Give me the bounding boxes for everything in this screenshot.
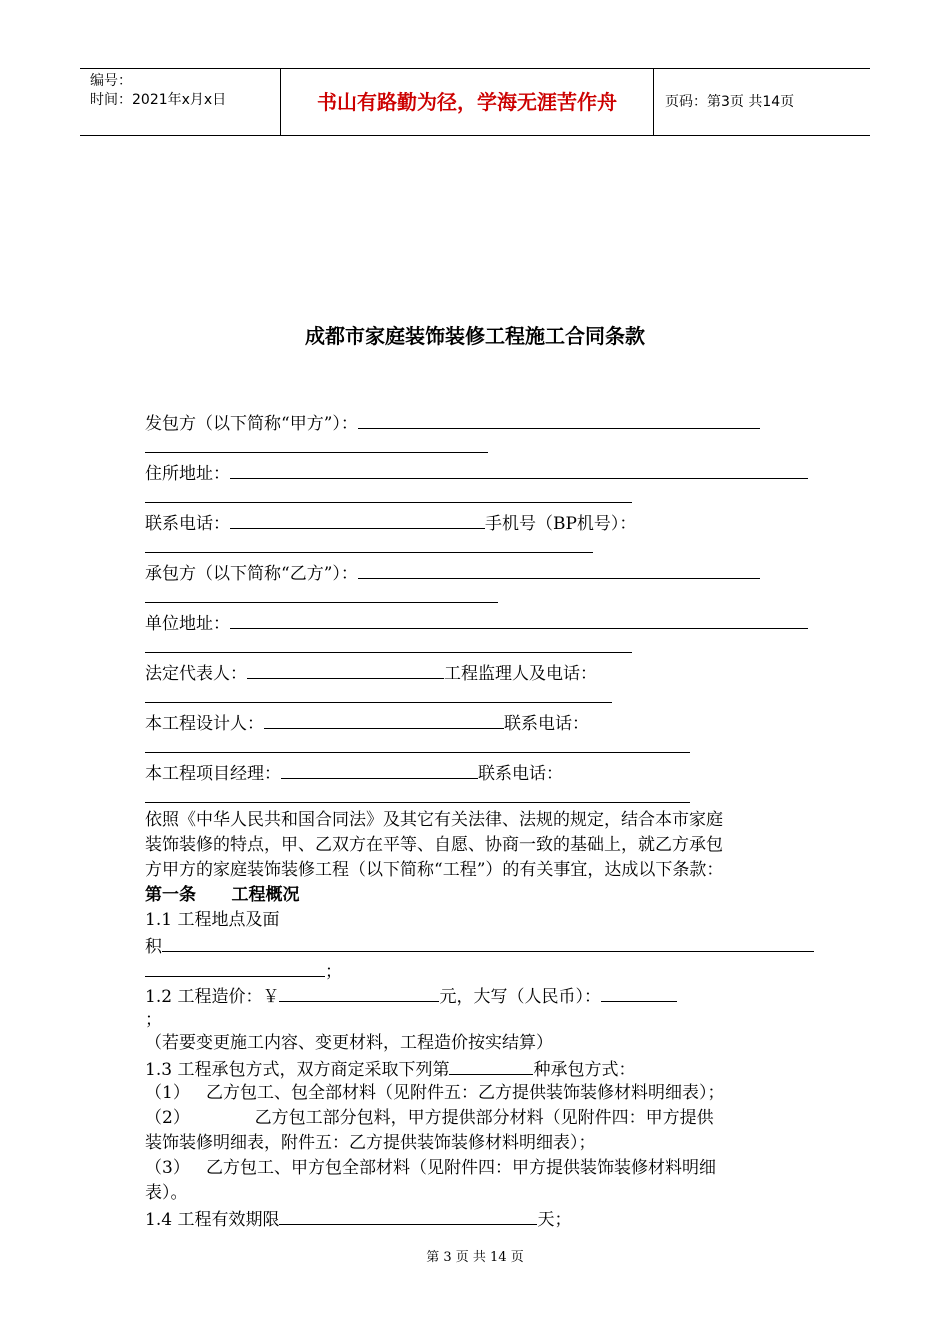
price-words-blank[interactable] [601, 983, 677, 1002]
party-a-blank-2[interactable] [145, 452, 488, 453]
legal-rep-blank[interactable] [247, 660, 444, 679]
address-blank[interactable] [230, 460, 808, 479]
item-1-1-b: 积 [145, 933, 814, 959]
item-1-2-semicolon: ； [145, 1010, 162, 1030]
supervisor-blank[interactable] [145, 702, 612, 703]
address-blank-2[interactable] [145, 502, 632, 503]
unit-address-blank-2[interactable] [145, 652, 632, 653]
mobile-blank[interactable] [145, 552, 593, 553]
option-3-a: （3） 乙方包工、甲方包全部材料（见附件四：甲方提供装饰装修材料明细 [145, 1158, 717, 1178]
option-2-a: （2） 乙方包工部分包料，甲方提供部分材料（见附件四：甲方提供 [145, 1108, 714, 1128]
party-b-blank[interactable] [358, 560, 760, 579]
pm-line: 本工程项目经理： 联系电话： [145, 760, 563, 786]
designer-line: 本工程设计人： 联系电话： [145, 710, 589, 736]
legal-rep-line: 法定代表人： 工程监理人及电话： [145, 660, 597, 686]
party-b-blank-2[interactable] [145, 602, 498, 603]
item-1-2: 1.2 工程造价：￥ 元，大写（人民币）： [145, 983, 677, 1009]
phone-blank[interactable] [230, 510, 485, 529]
unit-address-line: 单位地址： [145, 610, 808, 636]
contract-mode-blank[interactable] [449, 1056, 533, 1075]
option-2-b: 装饰装修明细表，附件五：乙方提供装饰装修材料明细表）； [145, 1133, 596, 1153]
option-3-b: 表）。 [145, 1183, 188, 1203]
pm-blank[interactable] [281, 760, 478, 779]
header-table [80, 68, 870, 136]
party-a-blank[interactable] [358, 410, 760, 429]
preamble-line-3: 方甲方的家庭装饰装修工程（以下简称“工程”）的有关事宜，达成以下条款： [145, 860, 724, 880]
page-footer: 第 3 页 共 14 页 [426, 1250, 524, 1265]
serial-label: 编号： [90, 73, 132, 89]
document-title: 成都市家庭装饰装修工程施工合同条款 [305, 324, 645, 348]
date-label: 时间：2021年x月x日 [90, 92, 227, 108]
item-1-1-a: 1.1 工程地点及面 [145, 910, 280, 930]
designer-phone-blank[interactable] [145, 752, 690, 753]
item-1-4: 1.4 工程有效期限 天； [145, 1206, 571, 1232]
option-1: （1） 乙方包工、包全部材料（见附件五：乙方提供装饰装修材料明细表）； [145, 1083, 725, 1103]
header-meta [80, 69, 281, 135]
party-a-line: 发包方（以下简称“甲方”）： [145, 410, 760, 436]
address-line: 住所地址： [145, 460, 808, 486]
party-b-line: 承包方（以下简称“乙方”）： [145, 560, 760, 586]
item-1-1-c: ； [145, 958, 342, 984]
preamble-line-2: 装饰装修的特点，甲、乙双方在平等、自愿、协商一致的基础上，就乙方承包 [145, 835, 723, 855]
header-motto: 书山有路勤为径，学海无涯苦作舟 [281, 69, 654, 135]
area-blank[interactable] [162, 933, 814, 952]
pm-phone-blank[interactable] [145, 802, 690, 803]
area-blank-2[interactable] [145, 958, 325, 977]
preamble-line-1: 依照《中华人民共和国合同法》及其它有关法律、法规的规定，结合本市家庭 [145, 810, 723, 830]
header-page-info: 页码：第3页 共14页 [665, 94, 795, 110]
change-note: （若要变更施工内容、变更材料，工程造价按实结算） [145, 1033, 553, 1053]
phone-line: 联系电话： 手机号（BP机号）： [145, 510, 636, 536]
item-1-3: 1.3 工程承包方式，双方商定采取下列第 种承包方式： [145, 1056, 635, 1082]
duration-blank[interactable] [279, 1206, 537, 1225]
price-blank[interactable] [279, 983, 439, 1002]
designer-blank[interactable] [264, 710, 504, 729]
article-1-heading: 第一条 工程概况 [145, 885, 300, 905]
unit-address-blank[interactable] [230, 610, 808, 629]
